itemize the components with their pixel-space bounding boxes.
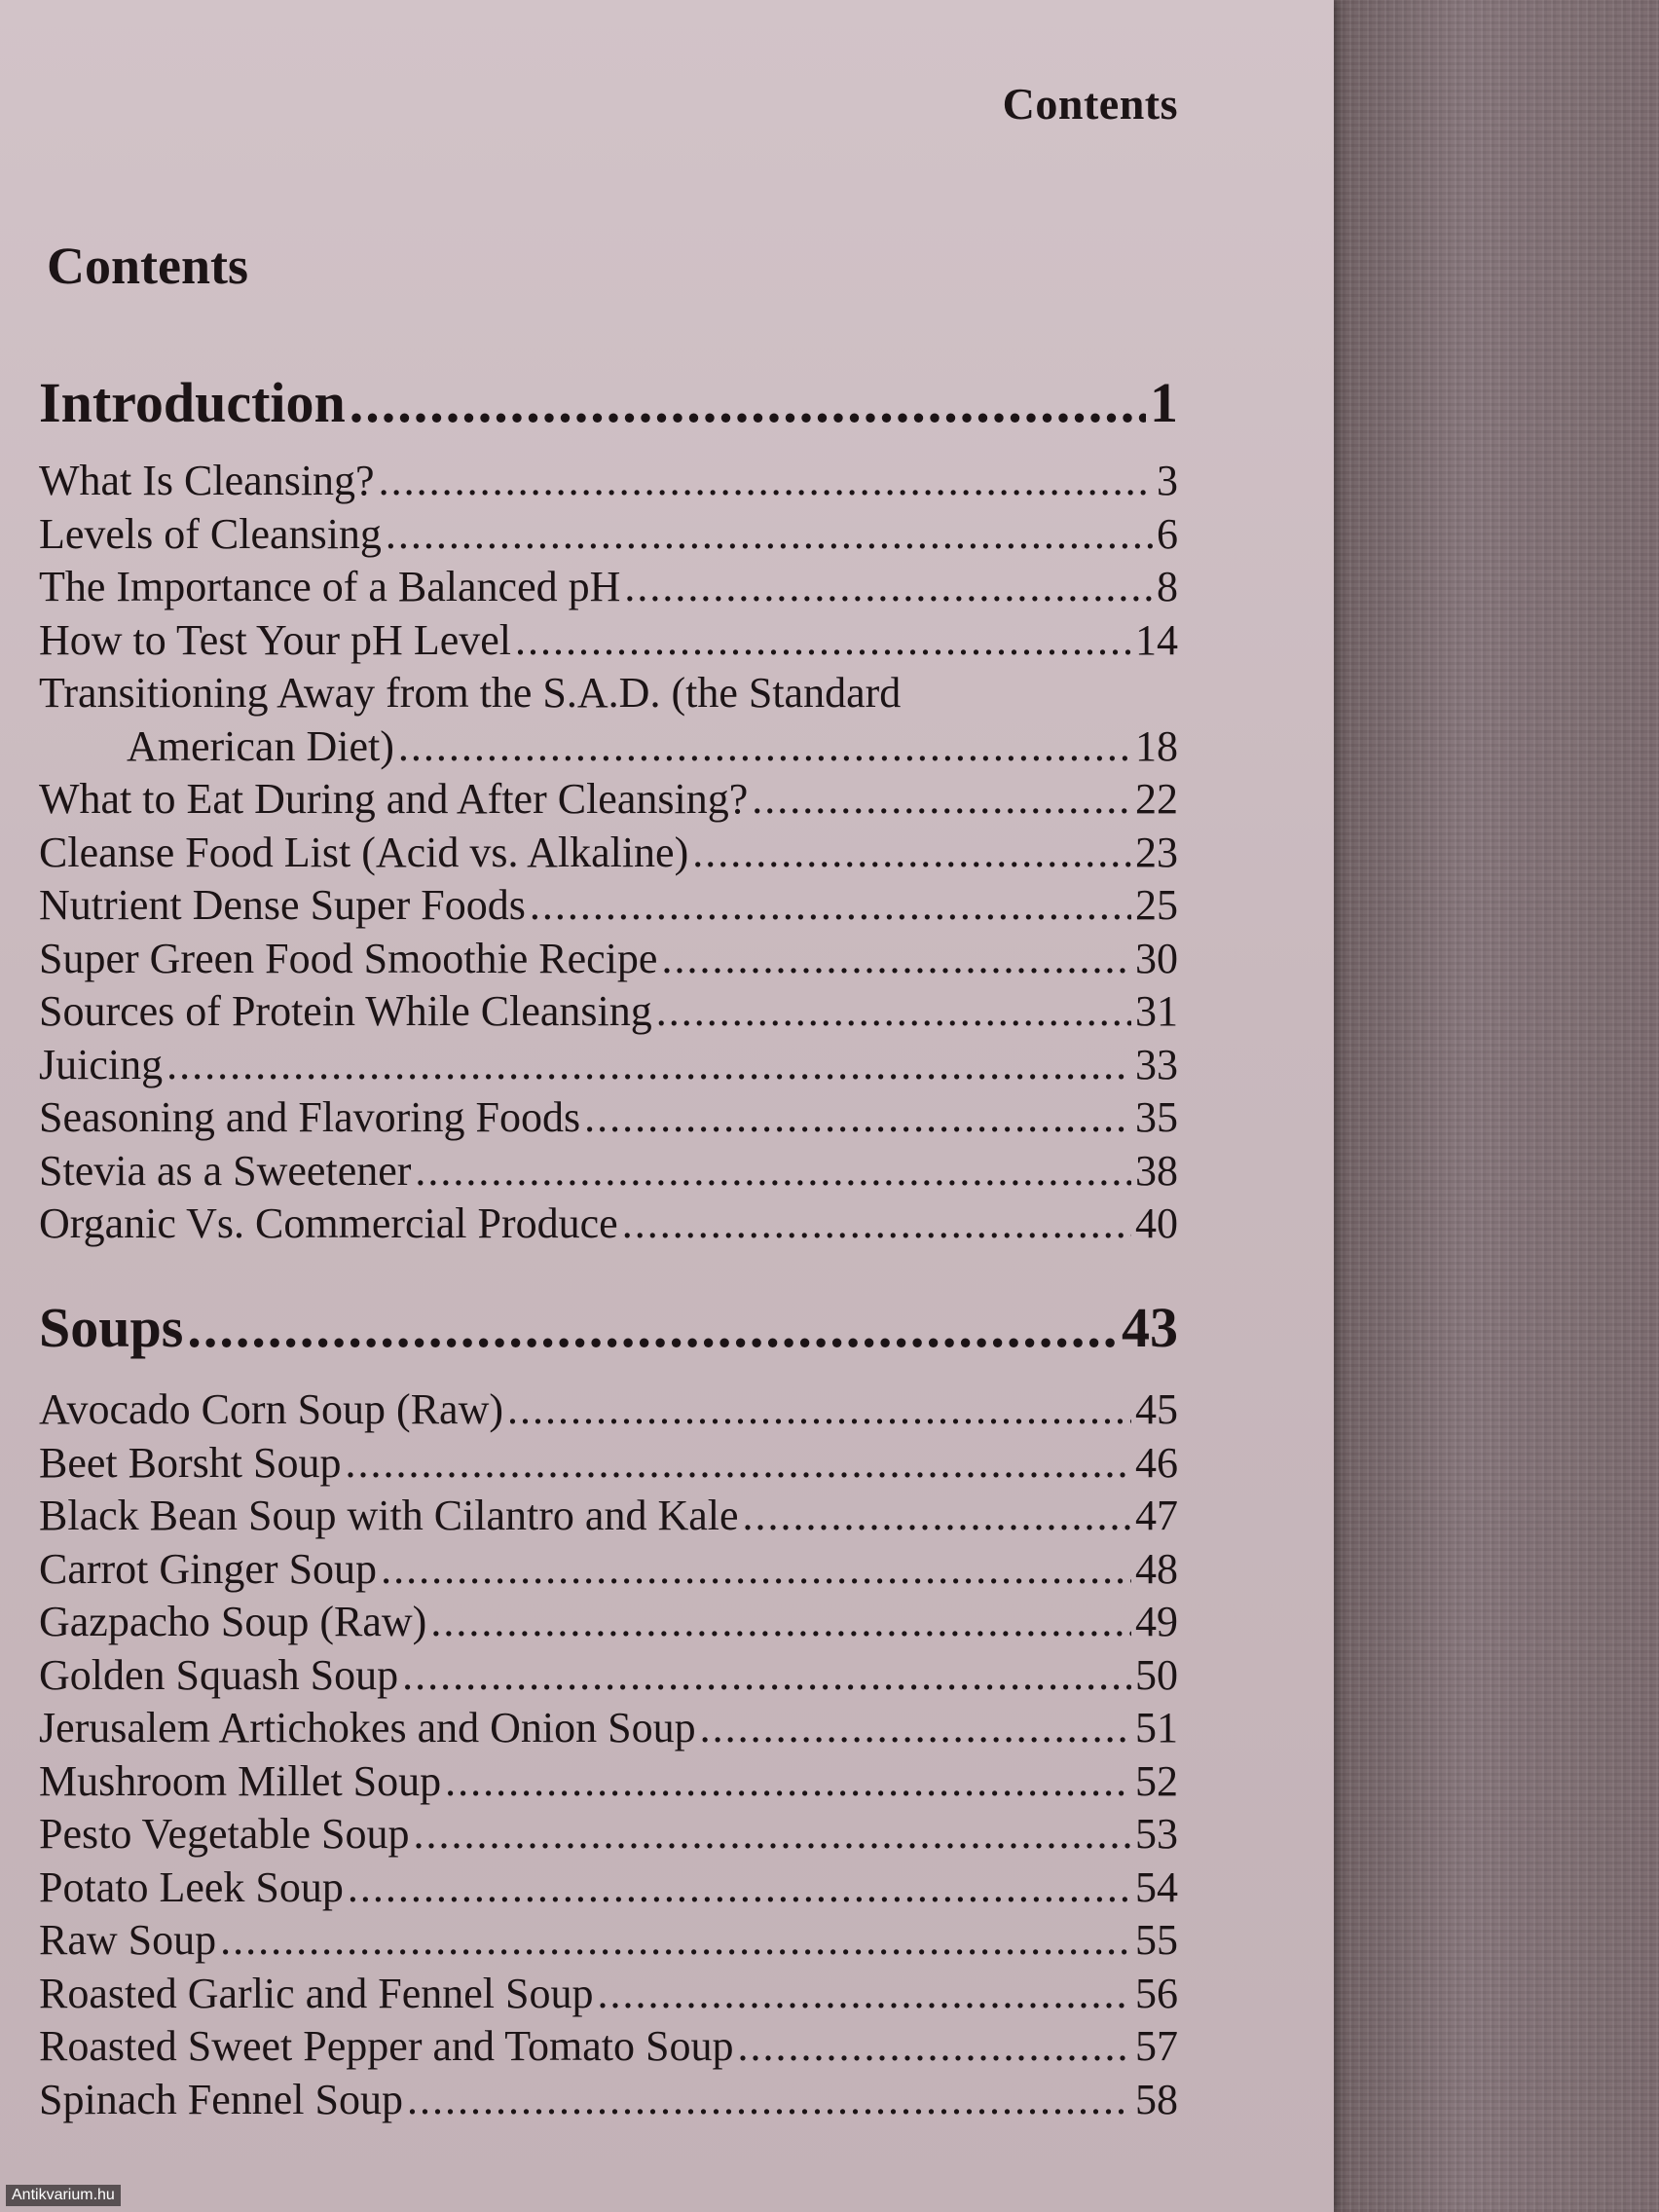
toc-entry-page: 3 [1157, 457, 1178, 504]
toc-entry-label: What to Eat During and After Cleansing? [39, 775, 749, 823]
toc-entry-label-continued: American Diet) [127, 721, 394, 770]
toc-entry [39, 1862, 1178, 1912]
toc-leader-dots [584, 1092, 1131, 1142]
toc-leader-dots [381, 1544, 1131, 1594]
toc-leader-dots [692, 828, 1131, 877]
toc-entry-page: 58 [1135, 2075, 1178, 2123]
toc-leader-dots [597, 1969, 1131, 2018]
toc-entry [39, 880, 1178, 930]
toc-chapter-label: Soups [39, 1296, 184, 1359]
toc-entry [39, 1092, 1178, 1142]
toc-leader-dots [700, 1703, 1131, 1752]
toc-chapter [39, 370, 1178, 435]
toc-leader-dots [530, 880, 1131, 930]
toc-entry-label: Cleanse Food List (Acid vs. Alkaline) [39, 828, 689, 876]
toc-entry-page: 57 [1135, 2022, 1178, 2070]
toc-leader-dots [345, 1438, 1131, 1488]
toc-leader-dots [386, 509, 1153, 559]
toc-leader-dots [737, 2021, 1131, 2071]
toc-entry-page: 53 [1135, 1810, 1178, 1858]
toc-entry-label: Levels of Cleansing [39, 509, 382, 558]
toc-entry-page: 56 [1135, 1969, 1178, 2017]
toc-chapter-page: 43 [1122, 1296, 1178, 1359]
toc-leader-dots [622, 1198, 1131, 1248]
toc-entry-label: Black Bean Soup with Cilantro and Kale [39, 1492, 739, 1539]
toc-entry-page: 25 [1135, 881, 1178, 929]
toc-entry-page: 23 [1135, 828, 1178, 876]
toc-leader-dots [220, 1915, 1131, 1965]
toc-entry-label: Transitioning Away from the S.A.D. (the Standard [39, 669, 902, 717]
toc-entry-page: 48 [1135, 1544, 1178, 1593]
toc-entry-page: 30 [1135, 934, 1178, 982]
toc-leader-dots [515, 615, 1131, 665]
toc-entry-page: 45 [1135, 1385, 1178, 1433]
toc-entry-label: Beet Borsht Soup [39, 1438, 342, 1487]
toc-entry-page: 14 [1135, 615, 1178, 664]
toc-entry [39, 1756, 1178, 1806]
toc-entry [39, 774, 1178, 824]
toc-entry [39, 2075, 1178, 2124]
toc-entry [39, 1491, 1178, 1540]
toc-entry-label: Potato Leek Soup [39, 1862, 344, 1911]
toc-entry-label: Raw Soup [39, 1916, 217, 1964]
toc-entry-page: 6 [1157, 509, 1178, 558]
toc-entry-label: Nutrient Dense Super Foods [39, 881, 526, 929]
background-surface [1332, 0, 1659, 2212]
toc-entry-label: How to Test Your pH Level [39, 615, 511, 664]
toc-entry-page: 49 [1135, 1598, 1178, 1645]
toc-entry-page: 50 [1135, 1650, 1178, 1699]
toc-leader-dots [166, 1040, 1131, 1089]
toc-entry-label: Carrot Ginger Soup [39, 1544, 378, 1593]
toc-leader-dots [402, 1650, 1131, 1700]
toc-chapter [39, 1295, 1178, 1360]
toc-entry-label: Spinach Fennel Soup [39, 2075, 403, 2123]
toc-entry-page: 40 [1135, 1199, 1178, 1247]
toc-leader-dots [348, 1862, 1131, 1912]
toc-leader-dots [187, 1295, 1118, 1360]
toc-entry-label: Mushroom Millet Soup [39, 1756, 442, 1805]
toc-entry [39, 1040, 1178, 1089]
toc-entry-label: Golden Squash Soup [39, 1650, 399, 1699]
toc-leader-dots [445, 1756, 1131, 1806]
toc-entry [39, 1384, 1178, 1434]
toc-entry [39, 1438, 1178, 1488]
toc-entry [39, 2021, 1178, 2071]
toc-entry-label: Sources of Protein While Cleansing [39, 987, 652, 1035]
toc-entry-page: 33 [1135, 1040, 1178, 1088]
toc-entry [39, 1544, 1178, 1594]
toc-entry-label: Juicing [39, 1040, 164, 1088]
toc-entry-page: 35 [1135, 1093, 1178, 1141]
toc-entry-page: 52 [1135, 1756, 1178, 1805]
toc-entry [39, 562, 1178, 611]
toc-entry [39, 1198, 1178, 1248]
toc-entry [39, 1809, 1178, 1859]
running-head: Contents [1002, 79, 1178, 129]
toc-entry [39, 1703, 1178, 1752]
toc-entry-page: 8 [1157, 563, 1178, 610]
watermark: Antikvarium.hu [6, 2185, 121, 2206]
toc-chapter-page: 1 [1150, 371, 1178, 434]
page-title: Contents [47, 237, 249, 295]
toc-entry [39, 509, 1178, 559]
toc-entry-page: 22 [1135, 775, 1178, 823]
toc-entry-label: Super Green Food Smoothie Recipe [39, 934, 658, 982]
toc-entry [39, 1650, 1178, 1700]
toc-entry-label: The Importance of a Balanced pH [39, 563, 621, 610]
toc-entry [39, 1597, 1178, 1646]
toc-entry-label: Gazpacho Soup (Raw) [39, 1598, 427, 1645]
toc-leader-dots [743, 1491, 1131, 1540]
toc-leader-dots [350, 370, 1146, 435]
toc-entry-page: 38 [1135, 1146, 1178, 1195]
toc-entry-label: Seasoning and Flavoring Foods [39, 1093, 581, 1141]
toc-leader-dots [430, 1597, 1131, 1646]
toc-entry [39, 1146, 1178, 1196]
toc-entry-page: 47 [1135, 1492, 1178, 1539]
toc-leader-dots [379, 456, 1153, 505]
toc-leader-dots [624, 562, 1153, 611]
toc-entry-page: 18 [1135, 721, 1178, 770]
toc-entry-label: What Is Cleansing? [39, 457, 375, 504]
toc-chapter-label: Introduction [39, 371, 346, 434]
toc-entry-label: Organic Vs. Commercial Produce [39, 1199, 618, 1247]
toc-entry [39, 934, 1178, 983]
toc-leader-dots [661, 934, 1131, 983]
toc-entry [39, 1915, 1178, 1965]
toc-leader-dots [398, 721, 1131, 771]
toc-entry-page: 55 [1135, 1916, 1178, 1964]
toc-entry-label: Roasted Sweet Pepper and Tomato Soup [39, 2022, 734, 2070]
toc-entry [39, 668, 1178, 718]
toc-entry-continuation [127, 721, 1178, 771]
toc-entry [39, 1969, 1178, 2018]
toc-entry-page: 51 [1135, 1704, 1178, 1751]
toc-leader-dots [507, 1384, 1131, 1434]
toc-leader-dots [407, 2075, 1131, 2124]
toc-entry [39, 456, 1178, 505]
toc-entry-label: Stevia as a Sweetener [39, 1146, 412, 1195]
toc-entry [39, 615, 1178, 665]
toc-entry-label: Jerusalem Artichokes and Onion Soup [39, 1704, 696, 1751]
toc-entry-label: Pesto Vegetable Soup [39, 1810, 410, 1858]
toc-entry-page: 31 [1135, 987, 1178, 1035]
toc-entry-label: Avocado Corn Soup (Raw) [39, 1385, 503, 1433]
toc-leader-dots [656, 986, 1131, 1036]
toc-entry [39, 828, 1178, 877]
toc-entry-page: 46 [1135, 1438, 1178, 1487]
toc-entry-page: 54 [1135, 1862, 1178, 1911]
toc-entry [39, 986, 1178, 1036]
toc-leader-dots [414, 1809, 1132, 1859]
toc-entry-label: Roasted Garlic and Fennel Soup [39, 1969, 594, 2017]
toc-leader-dots [415, 1146, 1131, 1196]
toc-leader-dots [752, 774, 1131, 824]
